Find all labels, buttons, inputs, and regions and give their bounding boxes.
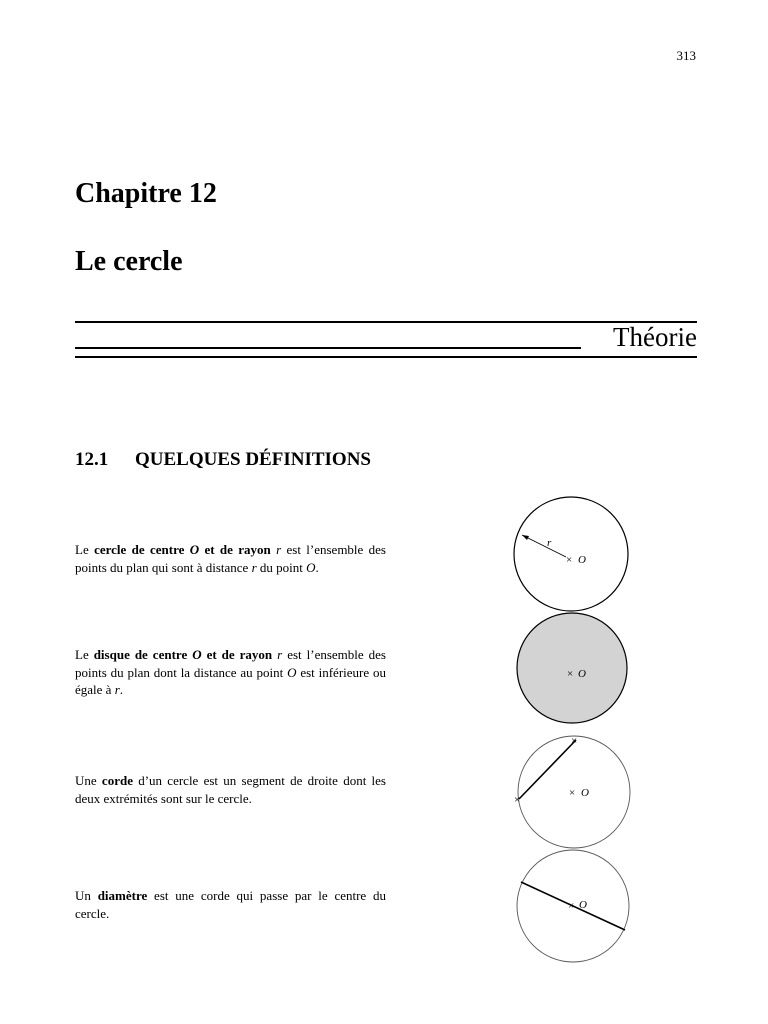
definition-text-part: . bbox=[119, 682, 124, 697]
definition-text-part: Le bbox=[75, 647, 94, 662]
definition-text-part: est une corde qui passe par le centre du cercle. bbox=[75, 888, 386, 921]
definition-text-part: cercle de centre bbox=[94, 542, 190, 557]
definition-text-part: O bbox=[287, 664, 297, 680]
figure-cercle bbox=[514, 497, 628, 611]
definition-text-part: O bbox=[189, 542, 200, 557]
section-number: 12.1 bbox=[75, 449, 109, 470]
chord-line bbox=[519, 740, 576, 799]
section-label: Théorie bbox=[613, 322, 697, 352]
chord-endpoint-cross: × bbox=[571, 735, 578, 747]
definition-text-part: . bbox=[315, 559, 319, 575]
radius-label: r bbox=[547, 537, 552, 549]
page-number: 313 bbox=[676, 48, 696, 63]
figure-disque bbox=[517, 613, 627, 723]
figure-diametre bbox=[517, 850, 629, 962]
definition-text-part: est l’ensemble des points du plan dont la distance au point bbox=[75, 647, 386, 680]
definition-text-part: diamètre bbox=[97, 888, 148, 903]
definition-text-part: r bbox=[276, 542, 282, 557]
definition-text-part: disque de centre bbox=[93, 647, 193, 662]
center-cross: × bbox=[568, 900, 575, 912]
chapter-title: Le cercle bbox=[75, 246, 183, 277]
definition-text-part: et de rayon bbox=[201, 647, 278, 662]
definition-text-part: corde bbox=[101, 773, 133, 788]
definition-text-part: du point bbox=[256, 559, 307, 575]
center-cross: × bbox=[569, 787, 576, 799]
radius-line bbox=[522, 535, 566, 557]
definition-text-part: O bbox=[306, 559, 316, 575]
center-label: O bbox=[578, 668, 586, 680]
radius-arrowhead bbox=[522, 535, 529, 540]
definition-text-part: r bbox=[114, 682, 120, 697]
center-cross: × bbox=[566, 554, 573, 566]
definition-text-part: et de rayon bbox=[199, 542, 277, 557]
definition-text-part: Le bbox=[75, 542, 95, 557]
definition-text-part: est inférieure ou égale à bbox=[75, 664, 386, 697]
center-cross: × bbox=[567, 668, 574, 680]
center-label: O bbox=[578, 554, 586, 566]
definition-text-part: O bbox=[192, 647, 202, 662]
definition-text-part: r bbox=[277, 647, 283, 662]
definition-text-part: Une bbox=[75, 773, 102, 788]
definition-text-part: r bbox=[251, 559, 257, 575]
definition-text-part: Un bbox=[75, 888, 98, 903]
figure-corde bbox=[514, 735, 630, 848]
definition-text-part: d’un cercle est un segment de droite dont les deux extrémités sont sur le cercle. bbox=[75, 773, 386, 806]
center-label: O bbox=[581, 787, 589, 799]
center-label: O bbox=[579, 899, 587, 911]
definition-text-part: est l’ensemble des points du plan qui sont à distance bbox=[75, 542, 386, 575]
chord-endpoint-cross: × bbox=[514, 794, 521, 806]
chapter-number: Chapitre 12 bbox=[75, 178, 217, 209]
section-title: QUELQUES DÉFINITIONS bbox=[135, 449, 371, 470]
